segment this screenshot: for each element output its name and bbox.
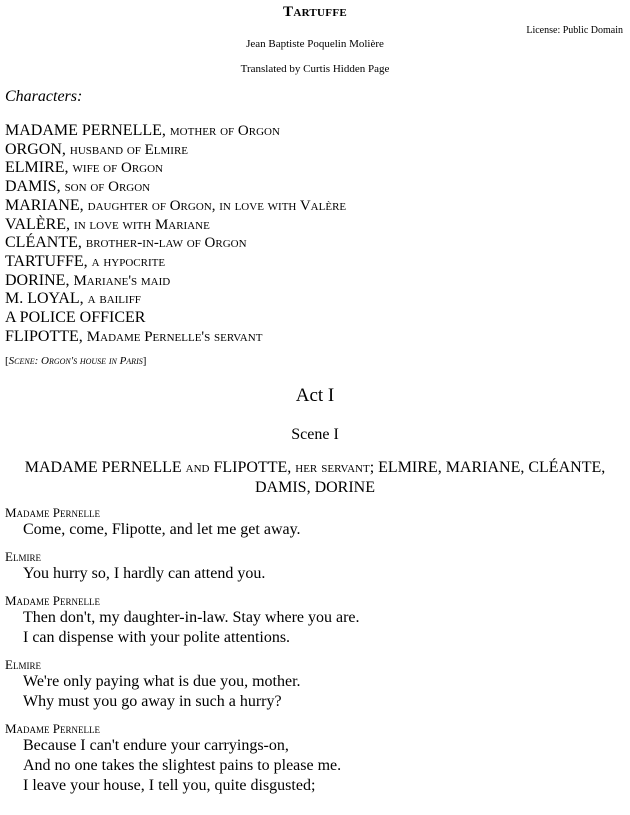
- character-item: DORINE, Mariane's maid: [5, 271, 171, 289]
- scene-person-note: , her servant: [287, 459, 370, 476]
- author-line: Jean Baptiste Poquelin Molière: [246, 38, 384, 50]
- dialogue: [5, 505, 615, 805]
- character-description: brother-in-law of Orgon: [85, 235, 247, 252]
- character-description: a hypocrite: [91, 253, 166, 270]
- character-item: MARIANE, daughter of Orgon, in love with Valère: [5, 196, 347, 214]
- character-name: TARTUFFE: [5, 252, 84, 270]
- character-name: ORGON: [5, 140, 62, 158]
- speech-block: [5, 657, 615, 712]
- character-description: son of Orgon: [64, 179, 151, 196]
- scene-person: MADAME PERNELLE: [24, 459, 182, 476]
- character-name: CLÉANTE: [5, 234, 78, 252]
- verse-line: I can dispense with your polite attentions.: [23, 629, 291, 646]
- verse-line: Why must you go away in such a hurry?: [23, 693, 282, 710]
- speech-block: [5, 549, 615, 584]
- character-name: ELMIRE: [5, 159, 65, 177]
- verse-line: And no one takes the slightest pains to please me.: [23, 757, 342, 774]
- character-item: TARTUFFE, a hypocrite: [5, 252, 166, 270]
- character-name: M. LOYAL: [5, 290, 80, 308]
- speaker-name: Madame Pernelle: [5, 721, 101, 736]
- character-name: MADAME PERNELLE: [5, 122, 162, 139]
- verse-line: Come, come, Flipotte, and let me get away.: [23, 521, 301, 538]
- character-item: CLÉANTE, brother-in-law of Orgon: [5, 234, 247, 252]
- verse-line: I leave your house, I tell you, quite disgusted;: [23, 777, 316, 794]
- character-description: wife of Orgon: [72, 160, 163, 177]
- character-item: FLIPOTTE, Madame Pernelle's servant: [5, 327, 263, 345]
- character-name: MARIANE: [5, 196, 80, 214]
- character-description: in love with Mariane: [74, 216, 210, 233]
- verse-line: You hurry so, I hardly can attend you.: [23, 565, 266, 582]
- character-item: VALÈRE, in love with Mariane: [5, 215, 210, 233]
- scene-persons: [15, 458, 615, 498]
- scene-heading: Scene I: [291, 426, 339, 443]
- character-description: a bailiff: [87, 291, 141, 308]
- scene-setting-note: [5, 355, 146, 367]
- character-name: VALÈRE: [5, 215, 67, 233]
- character-description: husband of Elmire: [69, 141, 189, 158]
- character-name: A POLICE OFFICER: [5, 309, 146, 327]
- verse-line: Because I can't endure your carryings-on,: [23, 737, 289, 754]
- speaker-name: Madame Pernelle: [5, 593, 101, 608]
- bracket-open: [: [5, 355, 9, 367]
- character-name: DORINE: [5, 271, 66, 289]
- speaker-name: Madame Pernelle: [5, 505, 101, 520]
- character-name: DAMIS: [5, 178, 57, 196]
- speaker-name: Elmire: [5, 549, 41, 564]
- speech-block: [5, 721, 615, 796]
- verse-line: Then don't, my daughter-in-law. Stay where you are.: [23, 609, 360, 626]
- scene-connector: and: [185, 459, 210, 476]
- characters-heading: Characters:: [5, 88, 83, 105]
- play-title: Tartuffe: [283, 4, 347, 20]
- license-note: License: Public Domain: [526, 25, 623, 36]
- character-item: DAMIS, son of Orgon: [5, 178, 151, 196]
- verse-line: We're only paying what is due you, mother.: [23, 673, 301, 690]
- speech-block: [5, 593, 615, 648]
- scene-person-list: ; ELMIRE, MARIANE, CLÉANTE, DAMIS, DORINE: [255, 459, 606, 496]
- character-description: Mariane's maid: [73, 272, 171, 289]
- character-description: mother of Orgon: [169, 123, 280, 139]
- character-item: ELMIRE, wife of Orgon: [5, 159, 163, 177]
- character-list: [5, 122, 346, 346]
- bracket-close: ]: [142, 355, 147, 367]
- character-item: ORGON, husband of Elmire: [5, 140, 189, 158]
- speaker-name: Elmire: [5, 657, 41, 672]
- scene-setting-text: Scene: Orgon's house in Paris: [8, 355, 143, 367]
- character-description: daughter of Orgon, in love with Valère: [87, 197, 347, 214]
- character-description: Madame Pernelle's servant: [86, 328, 263, 345]
- character-item: MADAME PERNELLE, mother of Orgon: [5, 122, 280, 139]
- scene-person: FLIPOTTE: [213, 459, 288, 476]
- speech-block: [5, 505, 615, 540]
- translator-line: Translated by Curtis Hidden Page: [240, 63, 390, 75]
- character-item: [5, 309, 346, 328]
- act-heading: Act I: [295, 385, 335, 406]
- character-name: FLIPOTTE: [5, 327, 79, 345]
- character-item: M. LOYAL, a bailiff: [5, 290, 141, 308]
